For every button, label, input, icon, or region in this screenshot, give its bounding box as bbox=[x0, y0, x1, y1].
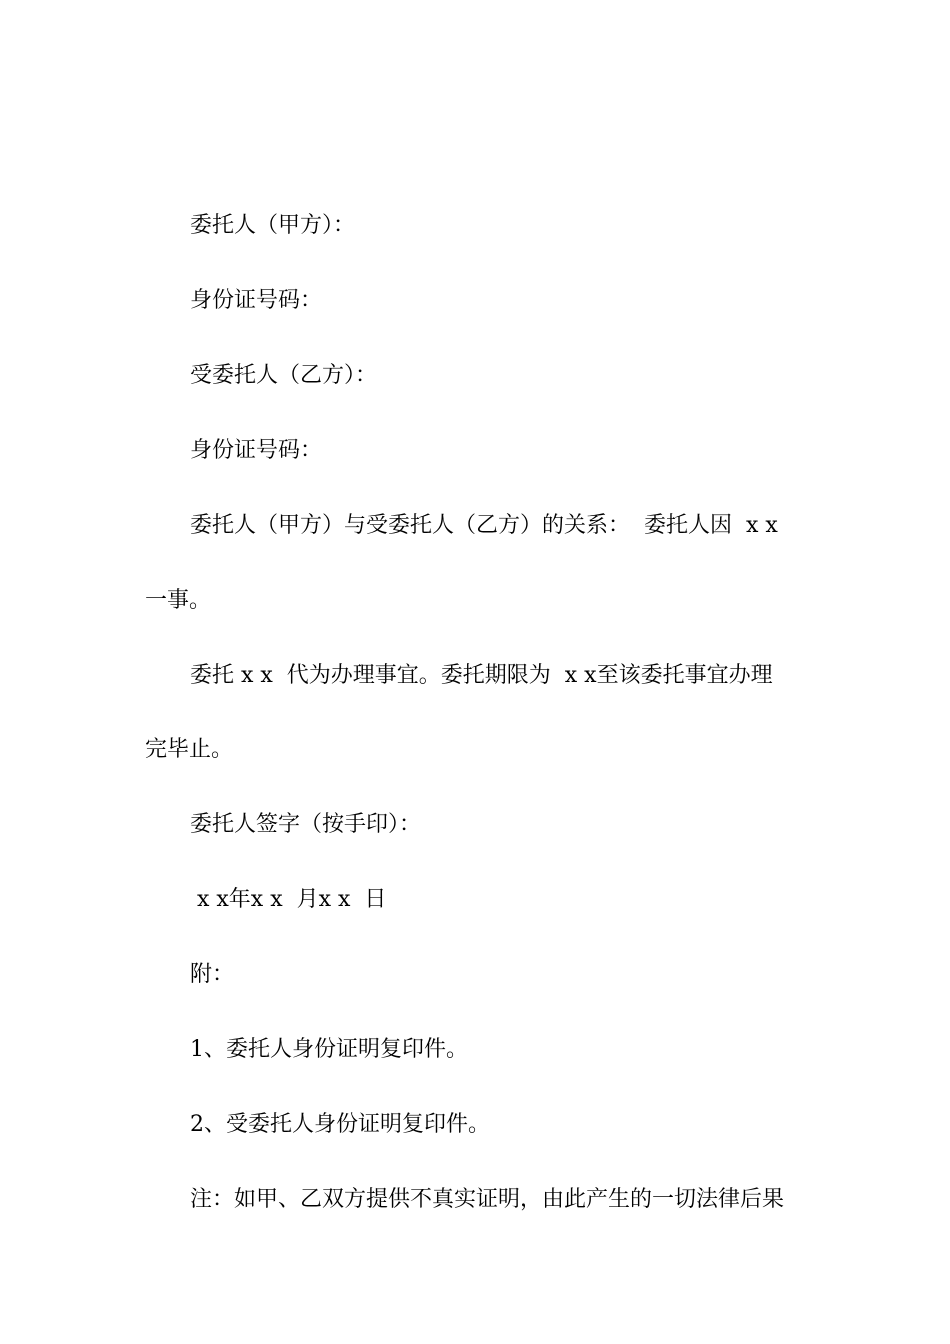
principal-label: 委托人（甲方）： bbox=[190, 213, 356, 238]
attachment-item-1: 1、委托人身份证明复印件。 bbox=[190, 1037, 468, 1062]
signature-label: 委托人签字（按手印）： bbox=[190, 812, 422, 837]
agent-id-label: 身份证号码： bbox=[190, 438, 323, 463]
date-line: x x年x x 月x x 日 bbox=[190, 887, 387, 912]
entrustment-paragraph: 委托 x x 代为办理事宜。委托期限为 x x至该委托事宜办理 bbox=[190, 663, 773, 688]
attachments-heading: 附： bbox=[190, 962, 235, 987]
principal-id-label: 身份证号码： bbox=[190, 288, 323, 313]
relationship-paragraph-continued: 一事。 bbox=[145, 588, 212, 613]
relationship-paragraph: 委托人（甲方）与受委托人（乙方）的关系： 委托人因 x x bbox=[190, 513, 778, 538]
agent-label: 受委托人（乙方）： bbox=[190, 363, 378, 388]
entrustment-paragraph-continued: 完毕止。 bbox=[145, 737, 234, 762]
attachment-item-2: 2、受委托人身份证明复印件。 bbox=[190, 1112, 490, 1137]
note-paragraph: 注：如甲、乙双方提供不真实证明，由此产生的一切法律后果 bbox=[190, 1187, 785, 1212]
